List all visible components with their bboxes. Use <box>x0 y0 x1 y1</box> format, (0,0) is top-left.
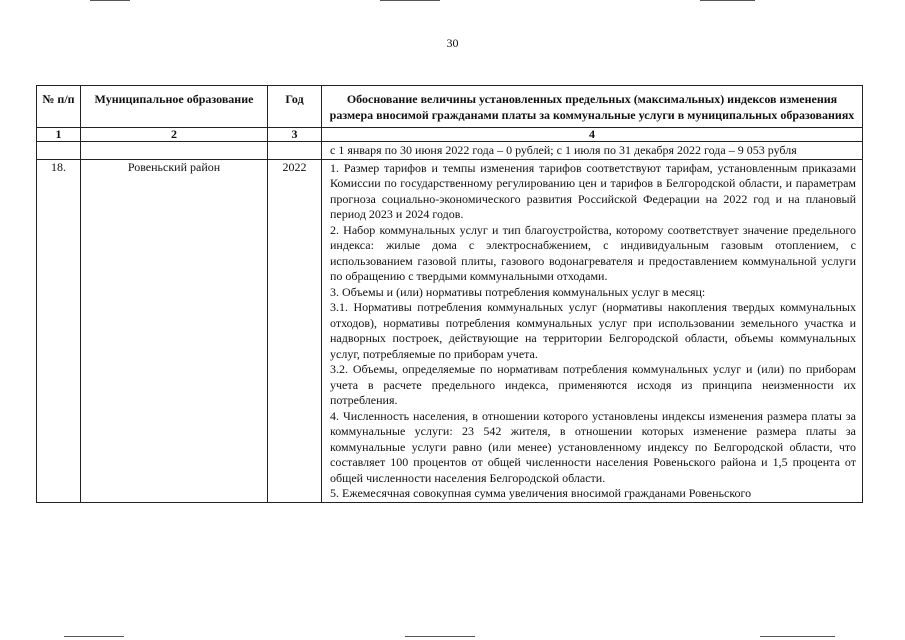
table-header-row <box>37 86 863 128</box>
paragraph-3-2: 3.2. Объемы, определяемые по нормативам потребления коммунальных услуг и (или) по приборам учета в расчете предельного индекса, применяются исходя из принципа неизменности их потребления. <box>330 362 856 407</box>
row-justification <box>322 159 863 502</box>
table-row <box>37 159 863 502</box>
column-index-4: 4 <box>322 128 863 142</box>
paragraph-3: 3. Объемы и (или) нормативы потребления коммунальных услуг в месяц: <box>330 284 706 299</box>
paragraph-1: 1. Размер тарифов и темпы изменения тарифов соответствуют тарифам, установленным приказами Комиссии по государственному регулированию цен и тарифов в Белгородской области, и параметрам прогноза социально-экономического развития Российской Федерации на 2022 год и на плановый период 2023 и 2024 годов. <box>330 160 856 221</box>
table-row-continuation <box>37 142 863 160</box>
scan-artifact-top-3 <box>700 0 755 1</box>
row-year: 2022 <box>268 159 322 502</box>
scan-artifact-bottom-3 <box>760 636 835 637</box>
column-index-3: 3 <box>268 128 322 142</box>
header-num: № п/п <box>37 86 81 128</box>
column-index-row <box>37 128 863 142</box>
scan-artifact-bottom-1 <box>64 636 124 637</box>
paragraph-3-1: 3.1. Нормативы потребления коммунальных услуг (нормативы накопления твердых коммунальных отходов), нормативы потребления коммунальных услуг при использовании земельного участка и надворных построек, действующие на территории Белгородской области, объемы коммунальных услуг, потребляемые по приборам учета. <box>330 300 856 361</box>
column-index-1: 1 <box>37 128 81 142</box>
indices-table <box>36 85 863 503</box>
paragraph-4: 4. Численность населения, в отношении которого установлены индексы изменения размера платы за коммунальные услуги: 23 542 жителя, в отношении которых изменение размера платы за коммунальные услуги равно (или менее) установленному индексу по Белгородской области, что составляет 100 процентов от общей численности населения Ровеньского района и 1,5 процента от общей численности населения Белгородской области. <box>330 408 856 485</box>
header-municipality: Муниципальное образование <box>81 86 268 128</box>
page-number: 30 <box>446 36 459 50</box>
column-index-2: 2 <box>81 128 268 142</box>
continuation-text: с 1 января по 30 июня 2022 года – 0 рублей; с 1 июля по 31 декабря 2022 года – 9 053 рубля <box>322 142 863 160</box>
header-justification: Обоснование величины установленных предельных (максимальных) индексов изменения размера вносимой гражданами платы за коммунальные услуги в муниципальных образованиях <box>322 86 863 128</box>
paragraph-2: 2. Набор коммунальных услуг и тип благоустройства, которому соответствует значение предельного индекса: жилые дома с электроснабжением, с индивидуальным газовым отоплением, с использованием газовой плиты, газового водонагревателя и предоставлением коммунальной услуги по обращению с твердыми коммунальными отходами. <box>330 222 856 283</box>
row-number: 18. <box>37 159 81 502</box>
paragraph-5: 5. Ежемесячная совокупная сумма увеличения вносимой гражданами Ровеньского <box>330 486 752 500</box>
scan-artifact-top-1 <box>90 0 130 1</box>
row-municipality: Ровеньский район <box>81 159 268 502</box>
header-year: Год <box>268 86 322 128</box>
scan-artifact-top-2 <box>380 0 440 1</box>
scan-artifact-bottom-2 <box>405 636 475 637</box>
